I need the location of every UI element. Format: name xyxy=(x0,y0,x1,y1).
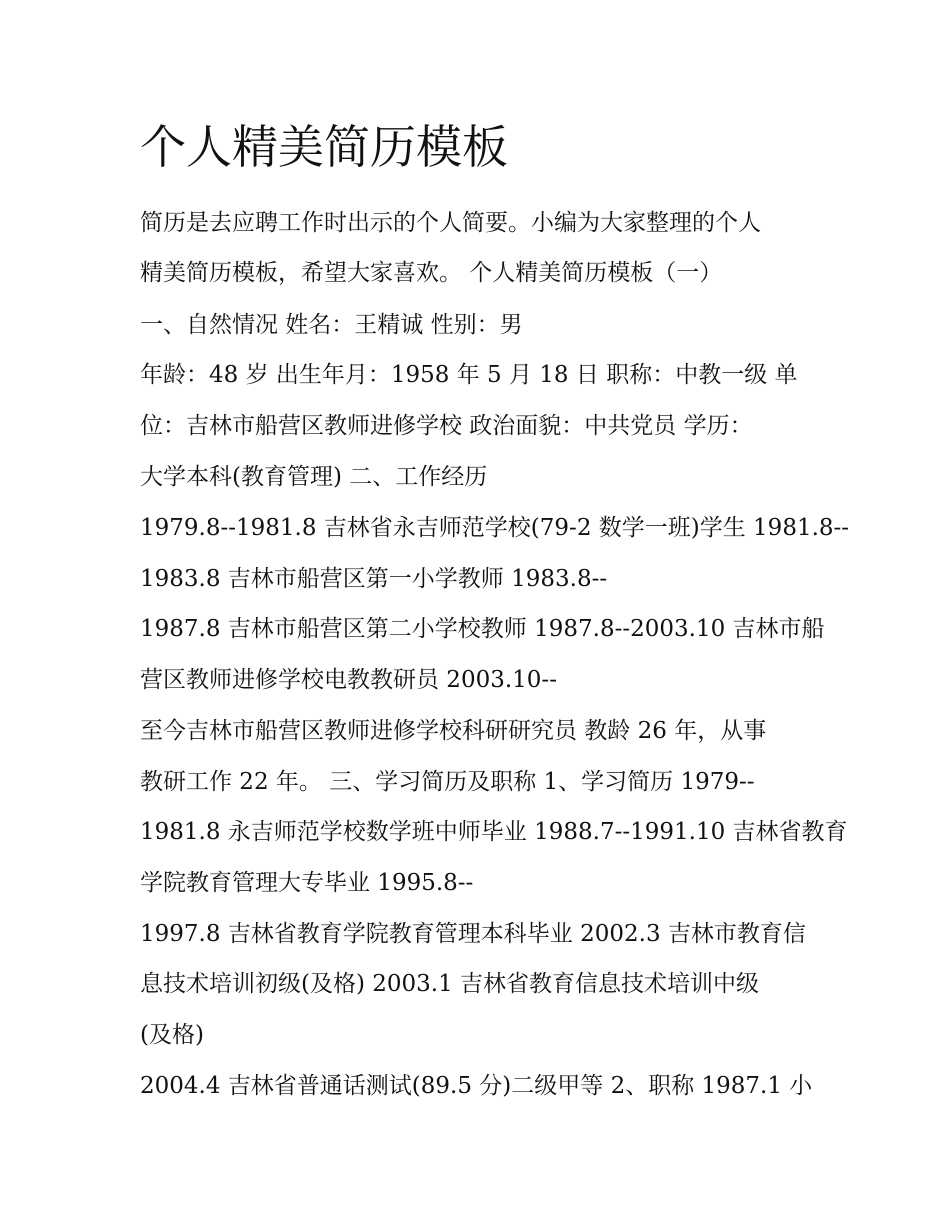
body-line: 至今吉林市船营区教师进修学校科研研究员 教龄 26 年，从事 xyxy=(140,718,767,744)
body-line: 息技术培训初级(及格) 2003.1 吉林省教育信息技术培训中级 xyxy=(140,971,760,997)
body-line: 营区教师进修学校电教教研员 2003.10-- xyxy=(140,667,557,693)
body-line: 1983.8 吉林市船营区第一小学教师 1983.8-- xyxy=(140,566,608,592)
body-line: 一、自然情况 姓名：王精诚 性别：男 xyxy=(140,312,523,338)
body-line: (及格) xyxy=(140,1022,204,1048)
body-line: 位：吉林市船营区教师进修学校 政治面貌：中共党员 学历： xyxy=(140,413,753,439)
body-line: 年龄：48 岁 出生年月：1958 年 5 月 18 日 职称：中教一级 单 xyxy=(140,362,798,388)
body-line: 1987.8 吉林市船营区第二小学校教师 1987.8--2003.10 吉林市船 xyxy=(140,616,825,642)
body-line: 2004.4 吉林省普通话测试(89.5 分)二级甲等 2、职称 1987.1 小 xyxy=(140,1073,813,1099)
body-line: 1981.8 永吉师范学校数学班中师毕业 1988.7--1991.10 吉林省教育 xyxy=(140,819,848,845)
body-line: 简历是去应聘工作时出示的个人简要。小编为大家整理的个人 xyxy=(140,210,761,236)
body-line: 教研工作 22 年。 三、学习简历及职称 1、学习简历 1979-- xyxy=(140,769,755,795)
body-line: 大学本科(教育管理) 二、工作经历 xyxy=(140,464,488,490)
body-line: 1997.8 吉林省教育学院教育管理本科毕业 2002.3 吉林市教育信 xyxy=(140,921,806,947)
body-line: 精美简历模板，希望大家喜欢。 个人精美简历模板（一） xyxy=(140,260,723,286)
body-line: 学院教育管理大专毕业 1995.8-- xyxy=(140,870,474,896)
document-title: 个人精美简历模板 xyxy=(140,120,508,174)
body-line: 1979.8--1981.8 吉林省永吉师范学校(79-2 数学一班)学生 1981.8-- xyxy=(140,515,850,541)
